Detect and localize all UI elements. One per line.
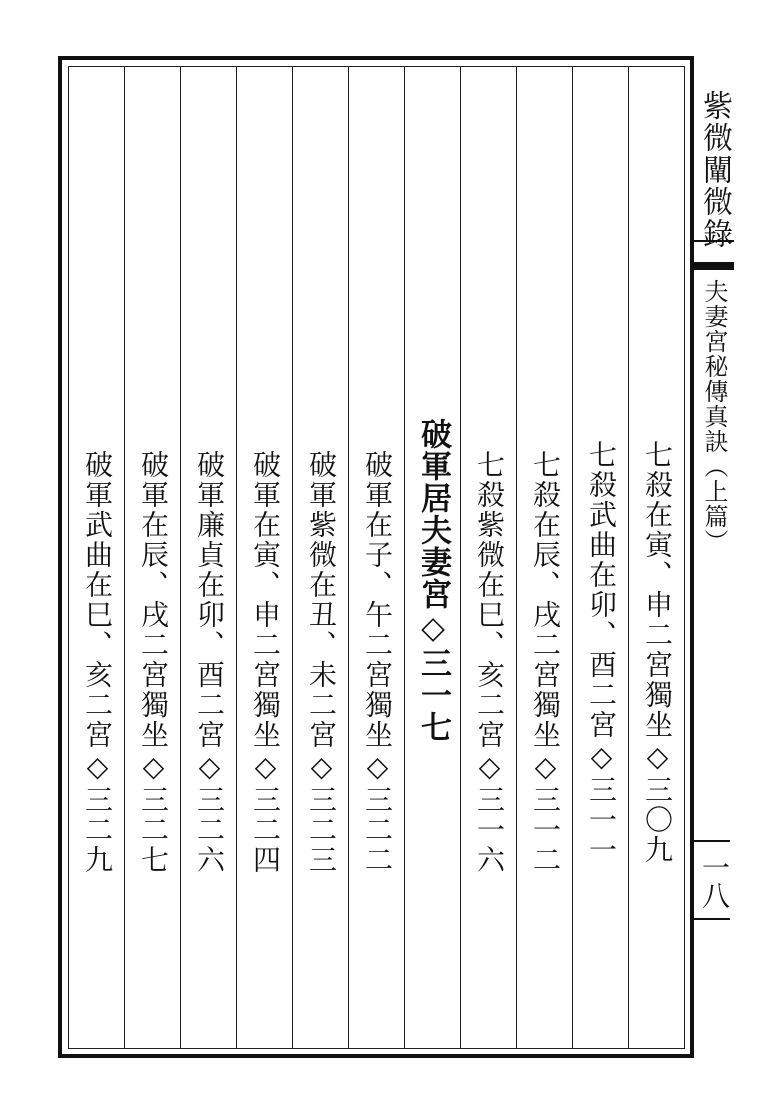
- page-number: 一八: [698, 853, 731, 909]
- toc-entry: 破軍紫微在丑、未二宮◇三二三: [305, 450, 338, 875]
- side-rule: [694, 918, 730, 920]
- chapter-tab-marker: [694, 262, 734, 270]
- side-rule: [694, 240, 734, 242]
- book-title: 紫微闡微錄: [697, 90, 732, 250]
- toc-column: [292, 0, 350, 1100]
- toc-column: [236, 0, 294, 1100]
- section-heading: 破軍居夫妻宮◇三一七: [415, 418, 451, 743]
- toc-column: [572, 0, 630, 1100]
- toc-column: [628, 0, 686, 1100]
- chapter-title: 夫妻宮秘傳真訣（上篇）: [700, 278, 728, 554]
- toc-column: [516, 0, 574, 1100]
- toc-column: [68, 0, 126, 1100]
- toc-column-heading: [404, 0, 462, 1100]
- toc-column: [124, 0, 182, 1100]
- toc-entry: 破軍在寅、申二宮獨坐◇三二四: [249, 450, 282, 875]
- toc-column: [180, 0, 238, 1100]
- toc-entry: 破軍在子、午二宮獨坐◇三二二: [361, 450, 394, 875]
- toc-entry: 七殺在辰、戌二宮獨坐◇三一二: [529, 450, 562, 875]
- toc-entry: 破軍武曲在巳、亥二宮◇三二九: [81, 450, 114, 875]
- toc-entry: 破軍在辰、戌二宮獨坐◇三二七: [137, 450, 170, 875]
- toc-column: [348, 0, 406, 1100]
- side-rule: [694, 840, 730, 842]
- toc-entry: 破軍廉貞在卯、酉二宮◇三二六: [193, 450, 226, 875]
- toc-entry: 七殺紫微在巳、亥二宮◇三一六: [473, 450, 506, 875]
- toc-column: [460, 0, 518, 1100]
- toc-entry: 七殺武曲在卯、酉二宮◇三一一: [585, 440, 618, 865]
- toc-entry: 七殺在寅、申二宮獨坐◇三〇九: [641, 440, 674, 865]
